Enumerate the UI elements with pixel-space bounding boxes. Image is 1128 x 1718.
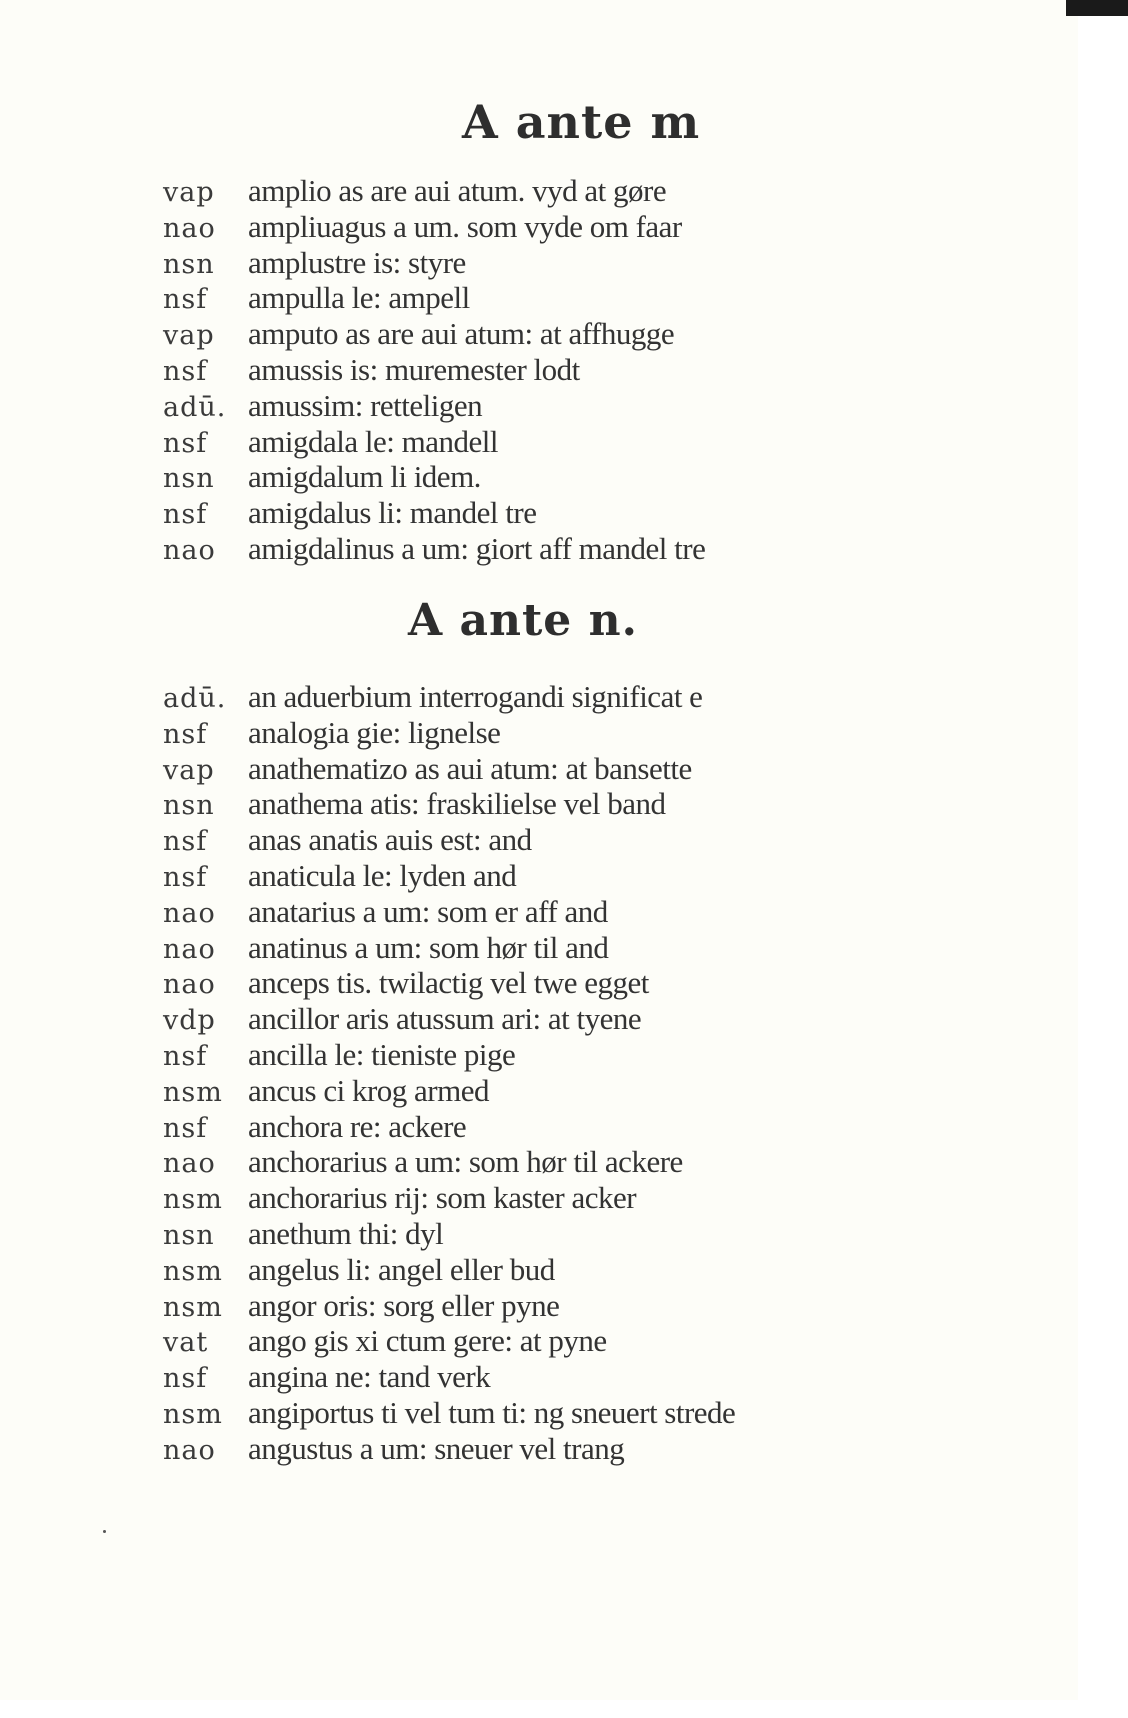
scan-margin-right	[1078, 16, 1128, 1718]
entry-text: anas anatis auis est: and	[248, 822, 532, 858]
entry-text: an aduerbium interrogandi significat e	[248, 679, 703, 714]
grammar-code: nsf	[163, 499, 208, 531]
entry-text: ampulla le: ampell	[248, 280, 470, 316]
entry-text: anchorarius rij: som kaster acker	[248, 1180, 637, 1216]
entry-list-a-ante-n	[163, 679, 735, 1467]
entry-text: angelus li: angel eller bud	[248, 1251, 555, 1287]
grammar-code: nsn	[163, 790, 215, 822]
dictionary-entry	[163, 786, 735, 822]
dictionary-entry	[163, 1252, 735, 1288]
section-heading-a-ante-n: A ante n.	[408, 595, 638, 646]
grammar-code: nao	[163, 897, 216, 929]
grammar-code: nsf	[163, 1040, 208, 1072]
dictionary-entry	[163, 1180, 735, 1216]
dictionary-entry	[163, 352, 705, 388]
grammar-code: adū.	[163, 683, 227, 714]
dictionary-entry	[163, 209, 705, 245]
dictionary-entry	[163, 751, 735, 787]
grammar-code: nsf	[163, 284, 208, 316]
grammar-code: vdp	[163, 1005, 216, 1037]
grammar-code: nsm	[163, 1398, 223, 1430]
entry-text: anaticula le: lyden and	[248, 857, 517, 893]
grammar-code: nsn	[163, 463, 215, 495]
grammar-code: nsf	[163, 718, 208, 750]
dictionary-entry	[163, 173, 705, 209]
entry-text: ango gis xi ctum gere: at pyne	[248, 1323, 607, 1359]
dictionary-entry	[163, 894, 735, 930]
grammar-code: nsf	[163, 355, 208, 387]
dictionary-entry	[163, 388, 705, 424]
grammar-code: nao	[163, 969, 216, 1001]
grammar-code: vap	[163, 177, 215, 208]
entry-text: amussim: retteligen	[248, 387, 483, 423]
dictionary-entry	[163, 316, 705, 352]
grammar-code: nsm	[163, 1076, 223, 1108]
grammar-code: nao	[163, 534, 216, 566]
entry-text: angustus a um: sneuer vel trang	[248, 1430, 625, 1466]
entry-text: amigdalum li idem.	[248, 459, 481, 495]
dictionary-entry	[163, 965, 735, 1001]
ink-speck	[103, 1530, 106, 1533]
grammar-code: nao	[163, 1148, 216, 1180]
entry-text: ampliuagus a um. som vyde om faar	[248, 208, 682, 244]
grammar-code: nsf	[163, 427, 208, 459]
section-heading-a-ante-m: A ante m	[462, 95, 701, 149]
entry-text: amigdalus li: mandel tre	[248, 495, 537, 531]
entry-text: anatarius a um: som er aff and	[248, 893, 608, 929]
dictionary-entry	[163, 858, 735, 894]
entry-text: amigdalinus a um: giort aff mandel tre	[248, 530, 706, 566]
entry-text: anethum thi: dyl	[248, 1215, 444, 1251]
entry-text: anceps tis. twilactig vel twe egget	[248, 965, 649, 1001]
scan-corner-mark	[1066, 0, 1128, 16]
grammar-code: nsm	[163, 1291, 223, 1323]
dictionary-entry	[163, 1288, 735, 1324]
dictionary-entry	[163, 280, 705, 316]
dictionary-entry	[163, 930, 735, 966]
dictionary-entry	[163, 822, 735, 858]
grammar-code: vap	[163, 320, 215, 352]
entry-text: anatinus a um: som hør til and	[248, 929, 609, 965]
entry-text: amplustre is: styre	[248, 244, 466, 280]
dictionary-entry	[163, 1109, 735, 1145]
dictionary-entry	[163, 245, 705, 281]
dictionary-entry	[163, 679, 735, 715]
grammar-code: nao	[163, 1434, 216, 1466]
dictionary-entry	[163, 1073, 735, 1109]
entry-text: amussis is: muremester lodt	[248, 351, 580, 387]
dictionary-entry	[163, 459, 705, 495]
dictionary-entry	[163, 424, 705, 460]
dictionary-entry	[163, 1216, 735, 1252]
entry-text: ancus ci krog armed	[248, 1072, 489, 1108]
dictionary-entry	[163, 1395, 735, 1431]
grammar-code: nsf	[163, 1112, 208, 1144]
grammar-code: nao	[163, 212, 216, 244]
grammar-code: nao	[163, 933, 216, 965]
grammar-code: nsn	[163, 248, 215, 280]
dictionary-entry	[163, 1037, 735, 1073]
entry-text: angiportus ti vel tum ti: ng sneuert strede	[248, 1394, 736, 1430]
dictionary-entry	[163, 1359, 735, 1395]
entry-text: amigdala le: mandell	[248, 423, 498, 459]
grammar-code: vap	[163, 754, 215, 786]
entry-text: angor oris: sorg eller pyne	[248, 1287, 560, 1323]
grammar-code: vat	[163, 1327, 209, 1359]
dictionary-entry	[163, 1144, 735, 1180]
entry-text: amplio as are aui atum. vyd at gøre	[248, 173, 667, 208]
grammar-code: nsm	[163, 1184, 223, 1216]
entry-text: analogia gie: lignelse	[248, 714, 501, 750]
grammar-code: nsf	[163, 861, 208, 893]
entry-text: anchora re: ackere	[248, 1108, 467, 1144]
grammar-code: nsn	[163, 1219, 215, 1251]
grammar-code: adū.	[163, 391, 227, 423]
entry-text: angina ne: tand verk	[248, 1359, 491, 1395]
entry-list-a-ante-m	[163, 173, 705, 567]
scan-margin-bottom	[0, 1700, 1128, 1718]
dictionary-entry	[163, 495, 705, 531]
dictionary-entry	[163, 531, 705, 567]
entry-text: amputo as are aui atum: at affhugge	[248, 316, 675, 352]
entry-text: anathematizo as aui atum: at bansette	[248, 750, 692, 786]
entry-text: anchorarius a um: som hør til ackere	[248, 1144, 683, 1180]
entry-text: ancilla le: tieniste pige	[248, 1036, 516, 1072]
entry-text: ancillor aris atussum ari: at tyene	[248, 1001, 642, 1037]
dictionary-entry	[163, 1431, 735, 1467]
dictionary-entry	[163, 1323, 735, 1359]
dictionary-entry	[163, 1001, 735, 1037]
grammar-code: nsf	[163, 1363, 208, 1395]
grammar-code: nsm	[163, 1255, 223, 1287]
entry-text: anathema atis: fraskilielse vel band	[248, 786, 666, 822]
dictionary-entry	[163, 715, 735, 751]
grammar-code: nsf	[163, 826, 208, 858]
